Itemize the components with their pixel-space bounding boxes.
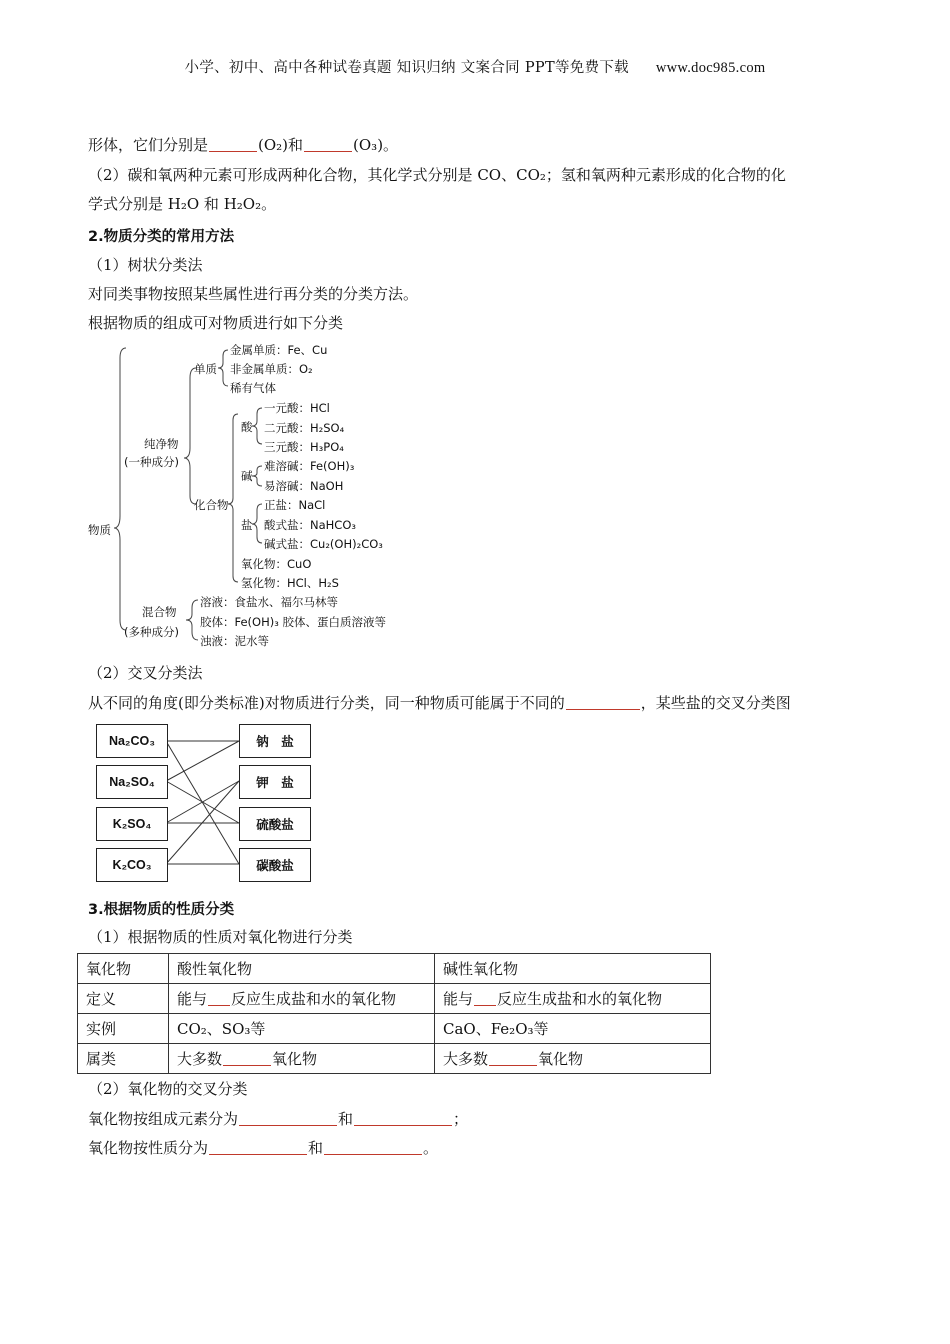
oxide-table [77,953,711,1074]
tree-colloid: 胶体：Fe(OH)₃ 胶体、蛋白质溶液等 [200,615,386,629]
type-acidic-b: 氧化物 [272,1050,318,1068]
box-na2co3: Na₂CO₃ [96,724,168,758]
header-text: 小学、初中、高中各种试卷真题 知识归纳 文案合同 PPT等免费下载 [184,60,629,76]
tree-metal: 金属单质：Fe、Cu [230,343,328,357]
bracket-acid [252,408,262,444]
table-cell: 实例 [78,1014,169,1044]
table-cell: 属类 [78,1044,169,1074]
table-cell: 碱性氧化物 [435,954,711,984]
tree-mixture: 混合物 [142,605,177,619]
tree-pure-note: (一种成分) [124,455,179,469]
tree-nonmetal: 非金属单质：O₂ [230,362,313,376]
cross-classification-diagram [92,718,322,888]
section3-sub1: （1）根据物质的性质对氧化物进行分类 [88,928,353,946]
blank-acidic-reactant[interactable] [208,989,230,1006]
blank-category[interactable] [566,693,640,710]
tree-compound: 化合物 [194,498,229,512]
tree-acid1: 一元酸：HCl [264,401,330,415]
tree-base1: 难溶碱：Fe(OH)₃ [264,459,355,473]
tree-noble: 稀有气体 [230,381,276,395]
table-cell: CO₂、SO₃等 [169,1014,435,1044]
composition-and: 和 [338,1110,354,1128]
oxide-composition-line [88,1108,468,1129]
tree-turbid: 浊液：泥水等 [200,634,269,648]
bracket-compound [228,414,238,582]
bracket-mixture [186,600,198,640]
blank-o2[interactable] [209,135,257,152]
page-header [0,56,950,77]
section3-sub2: （2）氧化物的交叉分类 [88,1080,248,1098]
bracket-salt [252,504,262,543]
para1-o2: (O₂)和 [258,136,304,154]
tree-salt: 盐 [241,518,253,532]
property-and: 和 [308,1139,324,1157]
table-cell: 定义 [78,984,169,1014]
type-acidic-a: 大多数 [177,1050,223,1068]
oxide-property-line [88,1137,438,1158]
box-sodium-salt: 钠 盐 [239,724,311,758]
box-carbonate: 碳酸盐 [239,848,311,882]
blank-composition-1[interactable] [239,1109,337,1126]
def-basic-a: 能与 [443,990,474,1008]
table-cell [169,984,435,1014]
para2-line2: 学式分别是 H₂O 和 H₂O₂。 [88,195,277,213]
tree-base: 碱 [241,469,253,483]
table-cell: 氧化物 [78,954,169,984]
def-acidic-a: 能与 [177,990,208,1008]
para2-line1: （2）碳和氧两种元素可形成两种化合物，其化学式分别是 CO、CO₂；氢和氧两种元素形成的化合物的化 [88,166,786,184]
tree-acid3: 三元酸：H₃PO₄ [264,440,344,454]
section2-sub2: （2）交叉分类法 [88,664,203,682]
tree-pure: 纯净物 [144,437,179,451]
classification-tree [86,338,416,656]
composition-text: 氧化物按组成元素分为 [88,1110,239,1128]
box-na2so4: Na₂SO₄ [96,765,168,799]
blank-basic-type[interactable] [489,1049,537,1066]
bracket-element [218,350,228,386]
section2-sub1: （1）树状分类法 [88,256,203,274]
bracket-root [114,348,126,630]
header-url[interactable]: www.doc985.com [655,60,766,76]
property-end: 。 [423,1139,439,1157]
para1-o3: (O₃)。 [353,136,399,154]
tree-base2: 易溶碱：NaOH [264,479,344,493]
section2-title: 2.物质分类的常用方法 [88,229,235,245]
box-k2so4: K₂SO₄ [96,807,168,841]
tree-element: 单质 [194,362,217,376]
property-text: 氧化物按性质分为 [88,1139,209,1157]
def-acidic-b: 反应生成盐和水的氧化物 [231,990,397,1008]
tree-acid2: 二元酸：H₂SO₄ [264,421,345,435]
tree-acid: 酸 [241,420,253,434]
tree-oxide: 氧化物：CuO [241,557,312,571]
section3-title: 3.根据物质的性质分类 [88,902,235,918]
bracket-pure [184,368,196,504]
blank-composition-2[interactable] [354,1109,452,1126]
section2-desc2: 根据物质的组成可对物质进行如下分类 [88,314,344,332]
table-cell [169,1044,435,1074]
tree-salt3: 碱式盐：Cu₂(OH)₂CO₃ [264,537,383,551]
tree-hydride: 氢化物：HCl、H₂S [241,576,339,590]
para-allotrope [88,134,398,155]
blank-o3[interactable] [304,135,352,152]
blank-acidic-type[interactable] [223,1049,271,1066]
tree-solution: 溶液：食盐水、福尔马林等 [200,595,338,609]
table-row [78,1044,711,1074]
table-cell [435,1044,711,1074]
table-row [78,984,711,1014]
box-potassium-salt: 钾 盐 [239,765,311,799]
box-k2co3: K₂CO₃ [96,848,168,882]
cross-desc-after: ，某些盐的交叉分类图 [640,694,791,712]
blank-property-2[interactable] [324,1138,422,1155]
table-cell [435,984,711,1014]
def-basic-b: 反应生成盐和水的氧化物 [497,990,663,1008]
tree-root: 物质 [88,523,111,537]
table-cell: CaO、Fe₂O₃等 [435,1014,711,1044]
table-row [78,1014,711,1044]
blank-basic-reactant[interactable] [474,989,496,1006]
tree-salt1: 正盐：NaCl [264,498,326,512]
tree-mixture-note: (多种成分) [124,625,179,639]
box-sulfate: 硫酸盐 [239,807,311,841]
section2-desc1: 对同类事物按照某些属性进行再分类的分类方法。 [88,285,419,303]
type-basic-b: 氧化物 [538,1050,584,1068]
composition-end: ； [453,1110,469,1128]
cross-desc [88,692,791,713]
bracket-base [252,466,262,486]
blank-property-1[interactable] [209,1138,307,1155]
table-cell: 酸性氧化物 [169,954,435,984]
tree-salt2: 酸式盐：NaHCO₃ [264,518,356,532]
table-row [78,954,711,984]
type-basic-a: 大多数 [443,1050,489,1068]
para1-text: 形体，它们分别是 [88,136,209,154]
cross-desc-before: 从不同的角度(即分类标准)对物质进行分类，同一种物质可能属于不同的 [88,694,565,712]
